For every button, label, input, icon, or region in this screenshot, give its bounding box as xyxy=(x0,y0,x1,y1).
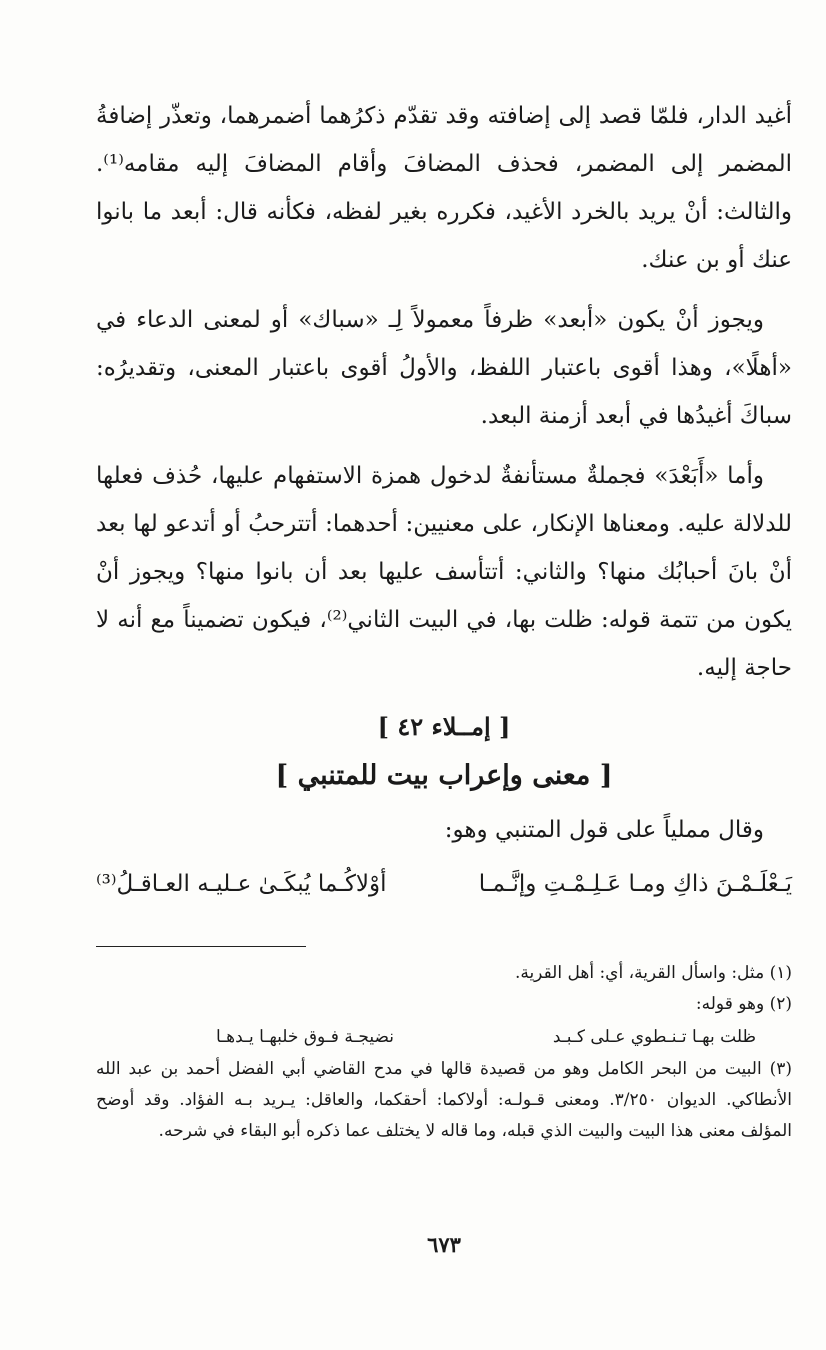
footnote-verse-second: نضيجـة فـوق خلبهـا يـدهـا xyxy=(216,1027,394,1047)
page-number: ٦٧٣ xyxy=(427,1232,461,1257)
imla-heading: [ إمــلاء ٤٢ ] xyxy=(377,712,511,741)
verse-intro: وقال مملياً على قول المتنبي وهو: xyxy=(444,817,764,843)
paragraph-2: ويجوز أنْ يكون «أبعد» ظرفاً معمولاً لِـ «سباك» أو لمعنى الدعاء في «أهلًا»، وهذا أقوى باعتبار اللفظ، والأولُ أقوى باعتبار المعنى، وتقديرُه: سباكَ أغيدُها في أبعد أزمنة البعد. xyxy=(96,307,792,429)
verse-second-hemistich: أوْلاكُـما يُبكَـىٰ عـليـه العـاقـلُ⁽³⁾ xyxy=(96,871,387,897)
footnote-1: (١) مثل: واسأل القرية، أي: أهل القرية. xyxy=(514,963,792,983)
footnote-divider xyxy=(96,946,306,947)
verse-first-hemistich: يَـعْلَـمْـنَ ذاكِ ومـا عَـلِـمْـتِ وإنَّـمـا xyxy=(478,871,792,897)
paragraph-1: أغيد الدار، فلمّا قصد إلى إضافته وقد تقدّم ذكرُهما أضمرهما، وتعذّر إضافةُ المضمر إلى المضمر، فحذف المضافَ وأقام المضافَ إليه مقامه⁽¹⁾. والثالث: أنْ يريد بالخرد الأغيد، فكرره بغير لفظه، فكأنه قال: أبعد ما بانوا عنك أو بن عنك. xyxy=(96,103,792,273)
footnote-3: (٣) البيت من البحر الكامل وهو من قصيدة قالها في مدح القاضي أبي الفضل أحمد بن عبد الله الأنطاكي. الديوان ٣/٢٥٠. ومعنى قـولـه: أولاكما: أحقكما، والعاقل: يـريد بـه الفؤاد. وقد أوضح المؤلف معنى هذا البيت والبيت الذي قبله، وما قاله لا يختلف عما ذكره أبو البقاء في شرحه. xyxy=(96,1059,793,1141)
footnote-2: (٢) وهو قوله: xyxy=(695,994,792,1014)
footnote-2-verse xyxy=(96,1020,792,1054)
footnotes xyxy=(96,958,792,1147)
page-body xyxy=(96,92,792,1310)
paragraph-3: وأما «أَبَعْدَ» فجملةٌ مستأنفةٌ لدخول همزة الاستفهام عليها، حُذف فعلها للدلالة عليه. ومعناها الإنكار، على معنيين: أحدهما: أتترحبُ أو أتدعو لها بعد أنْ بانَ أحبابُك منها؟ والثاني: أتتأسف عليها بعد أن بانوا منها؟ ويجوز أنْ يكون من تتمة قوله: ظلت بها، في البيت الثاني⁽²⁾، فيكون تضميناً مع أنه لا حاجة إليه. xyxy=(96,463,792,681)
poetry-verse xyxy=(96,858,792,910)
section-title: [ معنى وإعراب بيت للمتنبي ] xyxy=(275,760,613,791)
footnote-verse-first: ظلت بهـا تـنـطوي عـلى كـبـد xyxy=(552,1027,756,1047)
